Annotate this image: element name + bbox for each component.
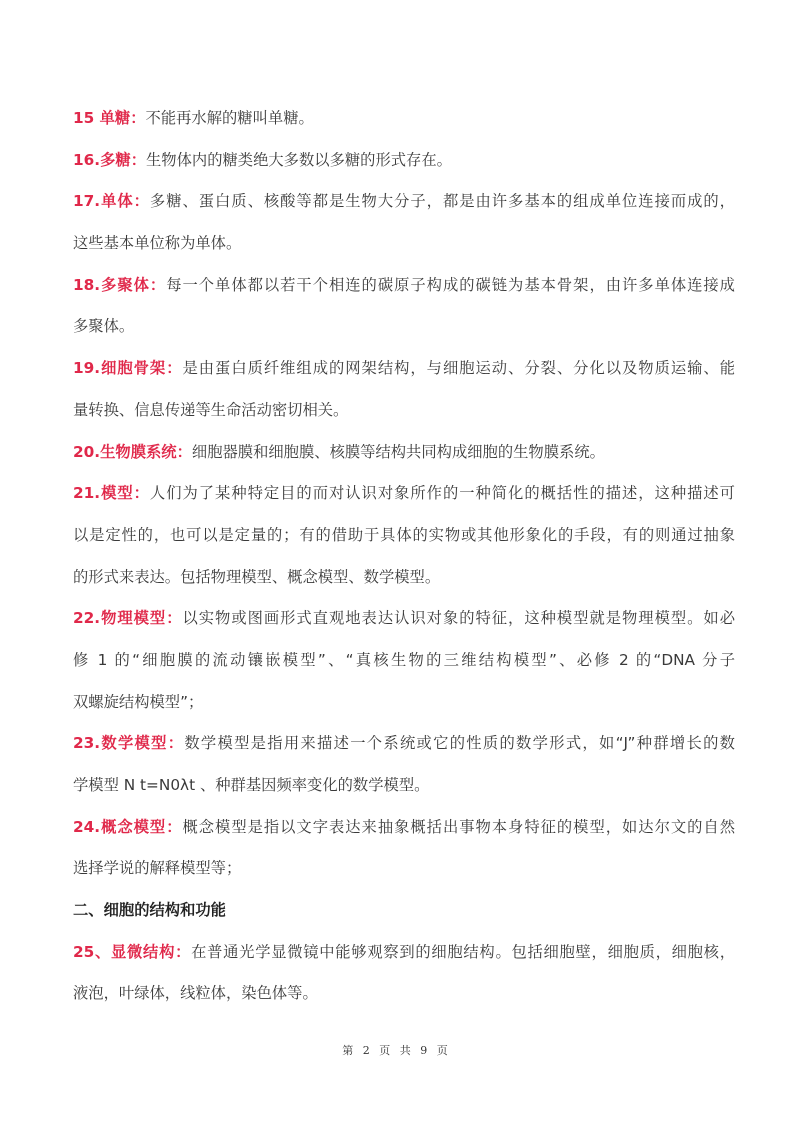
term-label: 15 单糖： (73, 109, 146, 127)
definition-text: 生物体内的糖类绝大多数以多糖的形式存在。 (146, 150, 452, 169)
paragraph-continuation (73, 648, 735, 690)
paragraph-continuation (73, 398, 735, 440)
term-label: 24.概念模型： (73, 817, 183, 836)
definition-paragraph (73, 106, 735, 148)
definition-text: 量转换、信息传递等生命活动密切相关。 (73, 400, 349, 419)
definition-text: 的形式来表达。包括物理模型、概念模型、数学模型。 (73, 567, 441, 586)
definition-text: 双螺旋结构模型”； (73, 692, 204, 711)
paragraph-continuation (73, 981, 735, 1023)
definition-text: 多聚体。 (73, 317, 135, 336)
definition-paragraph (73, 731, 735, 773)
definition-text: 多糖、蛋白质、核酸等都是生物大分子，都是由许多基本的组成单位连接而成的， (149, 192, 735, 211)
paragraph-continuation (73, 773, 735, 815)
definition-text: 选择学说的解释模型等； (73, 859, 242, 878)
definition-paragraph (73, 273, 735, 315)
term-label: 20.生物膜系统： (73, 442, 192, 461)
paragraph-continuation (73, 231, 735, 273)
definition-text: 细胞器膜和细胞膜、核膜等结构共同构成细胞的生物膜系统。 (191, 442, 605, 461)
definition-paragraph (73, 440, 735, 482)
page-footer: 第 2 页 共 9 页 (342, 1044, 451, 1057)
paragraph-continuation (73, 565, 735, 607)
paragraph-continuation (73, 856, 735, 898)
term-label: 16.多糖： (73, 150, 146, 169)
definition-paragraph (73, 940, 735, 982)
term-label: 18.多聚体： (73, 275, 167, 294)
definition-paragraph (73, 189, 735, 231)
definition-paragraph (73, 356, 735, 398)
definition-paragraph (73, 148, 735, 190)
paragraph-continuation (73, 690, 735, 732)
term-label: 17.单体： (73, 192, 150, 211)
definition-text: 学模型 N t=N0λt 、种群基因频率变化的数学模型。 (73, 776, 430, 794)
definition-text: 这些基本单位称为单体。 (73, 234, 242, 253)
definition-text: 是由蛋白质纤维组成的网架结构，与细胞运动、分裂、分化以及物质运输、能 (182, 359, 735, 378)
definition-paragraph (73, 815, 735, 857)
definition-text: 数学模型是指用来描述一个系统或它的性质的数学形式，如“J”种群增长的数 (184, 734, 735, 753)
term-label: 23.数学模型： (73, 734, 185, 753)
paragraph-continuation (73, 523, 735, 565)
section-heading: 二、细胞的结构和功能 (73, 901, 226, 920)
definition-text: 不能再水解的糖叫单糖。 (145, 109, 314, 127)
term-label: 21.模型： (73, 484, 150, 503)
definition-text: 修 1 的“细胞膜的流动镶嵌模型”、“真核生物的三维结构模型”、必修 2 的“DNA 分子 (73, 650, 735, 669)
document-body (73, 106, 735, 1023)
definition-text: 人们为了某种特定目的而对认识对象所作的一种简化的概括性的描述，这种描述可 (149, 484, 735, 503)
definition-text: 液泡，叶绿体，线粒体，染色体等。 (73, 984, 318, 1003)
definition-paragraph (73, 606, 735, 648)
definition-text: 以是定性的，也可以是定量的；有的借助于具体的实物或其他形象化的手段，有的则通过抽象 (73, 525, 735, 544)
paragraph-continuation (73, 314, 735, 356)
definition-text: 以实物或图画形式直观地表达认识对象的特征，这种模型就是物理模型。如必 (182, 609, 735, 628)
term-label: 19.细胞骨架： (73, 359, 183, 378)
term-label: 25、显微结构： (73, 942, 192, 961)
definition-text: 每一个单体都以若干个相连的碳原子构成的碳链为基本骨架，由许多单体连接成 (166, 275, 735, 294)
definition-text: 概念模型是指以文字表达来抽象概括出事物本身特征的模型，如达尔文的自然 (182, 817, 735, 836)
definition-paragraph (73, 481, 735, 523)
term-label: 22.物理模型： (73, 609, 183, 628)
definition-text: 在普通光学显微镜中能够观察到的细胞结构。包括细胞壁，细胞质，细胞核， (191, 942, 735, 961)
